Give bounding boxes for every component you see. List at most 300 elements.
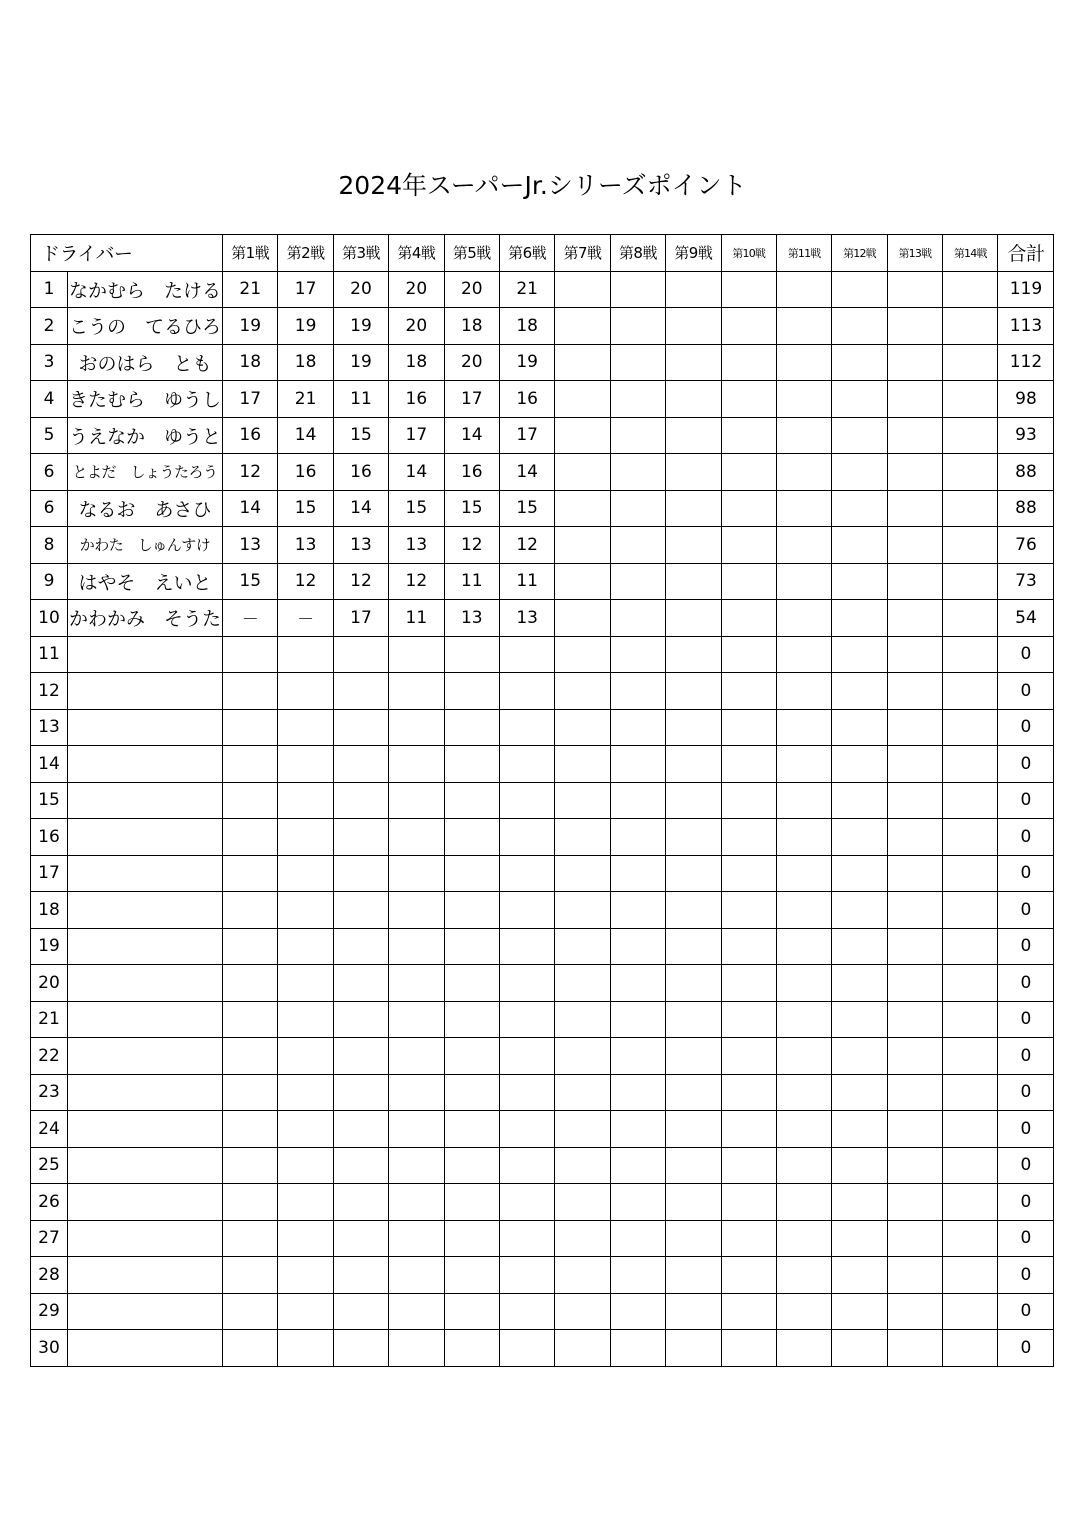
points-cell: 12 — [333, 563, 388, 600]
points-cell — [223, 892, 278, 929]
points-cell — [887, 381, 942, 418]
rank-cell: 18 — [31, 892, 68, 929]
table-row — [31, 454, 1054, 491]
points-cell — [333, 1147, 388, 1184]
points-cell — [333, 1184, 388, 1221]
header-round-12: 第12戦 — [832, 235, 887, 272]
table-row — [31, 1147, 1054, 1184]
points-cell — [499, 1184, 554, 1221]
points-cell — [832, 709, 887, 746]
points-cell — [555, 1001, 610, 1038]
points-cell — [610, 381, 665, 418]
points-cell — [499, 1001, 554, 1038]
rank-cell: 29 — [31, 1293, 68, 1330]
points-cell — [499, 1257, 554, 1294]
total-cell: 0 — [998, 1111, 1054, 1148]
points-cell — [721, 1147, 776, 1184]
points-cell — [721, 709, 776, 746]
table-row — [31, 271, 1054, 308]
points-cell — [832, 563, 887, 600]
points-cell: 11 — [333, 381, 388, 418]
points-cell — [278, 892, 333, 929]
points-cell — [721, 636, 776, 673]
table-row — [31, 600, 1054, 637]
points-cell — [887, 1257, 942, 1294]
points-cell — [776, 527, 831, 564]
total-cell: 0 — [998, 1001, 1054, 1038]
points-cell: 13 — [333, 527, 388, 564]
points-cell — [887, 636, 942, 673]
points-cell — [389, 1038, 444, 1075]
points-cell — [666, 1330, 721, 1367]
total-cell: 0 — [998, 1184, 1054, 1221]
points-cell — [389, 1147, 444, 1184]
points-cell — [555, 381, 610, 418]
points-cell — [887, 1220, 942, 1257]
points-cell — [278, 746, 333, 783]
points-cell — [333, 1293, 388, 1330]
points-cell: 14 — [223, 490, 278, 527]
points-cell — [278, 1001, 333, 1038]
points-cell — [389, 1111, 444, 1148]
points-cell — [721, 746, 776, 783]
total-cell: 0 — [998, 1330, 1054, 1367]
points-cell — [389, 673, 444, 710]
points-cell — [666, 600, 721, 637]
points-cell — [721, 417, 776, 454]
points-cell — [666, 490, 721, 527]
points-cell — [499, 746, 554, 783]
points-cell — [887, 417, 942, 454]
points-cell — [278, 1111, 333, 1148]
points-cell — [832, 1038, 887, 1075]
table-row — [31, 673, 1054, 710]
points-cell — [223, 819, 278, 856]
header-round-10: 第10戦 — [721, 235, 776, 272]
header-row — [31, 235, 1054, 272]
points-cell — [444, 636, 499, 673]
points-cell — [887, 673, 942, 710]
points-cell — [278, 1147, 333, 1184]
points-cell — [333, 1220, 388, 1257]
total-cell: 0 — [998, 1074, 1054, 1111]
header-round-8: 第8戦 — [610, 235, 665, 272]
total-cell: 0 — [998, 673, 1054, 710]
header-round-2: 第2戦 — [278, 235, 333, 272]
points-cell — [666, 1001, 721, 1038]
points-cell — [610, 1330, 665, 1367]
points-cell — [943, 271, 998, 308]
points-cell — [389, 928, 444, 965]
points-cell — [555, 965, 610, 1002]
points-cell — [776, 892, 831, 929]
points-cell: 20 — [389, 271, 444, 308]
points-cell — [832, 892, 887, 929]
points-cell — [776, 563, 831, 600]
points-cell — [666, 709, 721, 746]
driver-name-cell — [68, 965, 223, 1002]
rank-cell: 24 — [31, 1111, 68, 1148]
points-cell — [887, 709, 942, 746]
points-cell — [887, 965, 942, 1002]
header-round-5: 第5戦 — [444, 235, 499, 272]
points-cell: 16 — [499, 381, 554, 418]
table-row — [31, 1038, 1054, 1075]
points-cell — [943, 1220, 998, 1257]
driver-name-cell: なかむら たける — [68, 271, 223, 308]
points-cell — [333, 1111, 388, 1148]
points-cell — [776, 417, 831, 454]
header-round-14: 第14戦 — [943, 235, 998, 272]
points-cell — [776, 673, 831, 710]
points-cell — [555, 490, 610, 527]
points-cell — [223, 855, 278, 892]
points-cell — [555, 1220, 610, 1257]
points-cell — [887, 1074, 942, 1111]
points-cell — [943, 1257, 998, 1294]
points-cell — [389, 819, 444, 856]
points-cell — [832, 1074, 887, 1111]
table-row — [31, 417, 1054, 454]
points-cell — [832, 746, 887, 783]
points-cell — [887, 308, 942, 345]
points-cell — [721, 819, 776, 856]
points-cell — [943, 417, 998, 454]
points-cell — [223, 1038, 278, 1075]
points-cell — [721, 1220, 776, 1257]
points-cell — [555, 782, 610, 819]
points-cell: 21 — [223, 271, 278, 308]
points-cell — [666, 928, 721, 965]
points-cell — [610, 417, 665, 454]
points-cell — [721, 1111, 776, 1148]
points-cell — [278, 928, 333, 965]
points-cell: 15 — [333, 417, 388, 454]
points-cell — [721, 344, 776, 381]
points-cell — [666, 381, 721, 418]
driver-name-cell: かわた しゅんすけ — [68, 527, 223, 564]
points-cell — [776, 819, 831, 856]
points-cell — [223, 746, 278, 783]
points-cell — [666, 1038, 721, 1075]
table-row — [31, 1293, 1054, 1330]
total-cell: 54 — [998, 600, 1054, 637]
points-cell — [610, 746, 665, 783]
rank-cell: 30 — [31, 1330, 68, 1367]
points-cell — [776, 965, 831, 1002]
points-cell — [943, 527, 998, 564]
points-cell — [943, 344, 998, 381]
points-cell — [555, 892, 610, 929]
table-row — [31, 636, 1054, 673]
points-cell — [610, 1257, 665, 1294]
points-cell — [610, 600, 665, 637]
points-cell: 19 — [223, 308, 278, 345]
points-cell — [610, 308, 665, 345]
points-cell: 14 — [278, 417, 333, 454]
points-cell — [721, 381, 776, 418]
rank-cell: 10 — [31, 600, 68, 637]
points-cell: 20 — [333, 271, 388, 308]
points-cell — [887, 1001, 942, 1038]
points-cell — [887, 271, 942, 308]
points-cell — [333, 746, 388, 783]
total-cell: 0 — [998, 1293, 1054, 1330]
points-cell — [499, 1111, 554, 1148]
table-row — [31, 1184, 1054, 1221]
driver-name-cell — [68, 1111, 223, 1148]
rank-cell: 28 — [31, 1257, 68, 1294]
points-cell — [610, 965, 665, 1002]
points-cell — [887, 563, 942, 600]
points-cell — [943, 381, 998, 418]
points-cell: 19 — [333, 308, 388, 345]
total-cell: 88 — [998, 490, 1054, 527]
driver-name-cell: うえなか ゆうと — [68, 417, 223, 454]
points-cell — [776, 1111, 831, 1148]
table-row — [31, 819, 1054, 856]
total-cell: 0 — [998, 636, 1054, 673]
points-cell — [555, 563, 610, 600]
points-cell — [721, 1293, 776, 1330]
points-cell: 15 — [389, 490, 444, 527]
header-round-13: 第13戦 — [887, 235, 942, 272]
points-cell — [499, 1330, 554, 1367]
points-cell — [223, 1220, 278, 1257]
rank-cell: 9 — [31, 563, 68, 600]
points-cell — [555, 1330, 610, 1367]
points-cell — [223, 1257, 278, 1294]
points-cell: 17 — [333, 600, 388, 637]
points-cell — [943, 490, 998, 527]
points-cell — [666, 344, 721, 381]
total-cell: 88 — [998, 454, 1054, 491]
points-cell — [666, 965, 721, 1002]
points-cell — [887, 746, 942, 783]
points-cell — [278, 819, 333, 856]
points-cell: 13 — [389, 527, 444, 564]
table-row — [31, 746, 1054, 783]
points-cell — [776, 490, 831, 527]
points-cell — [555, 1257, 610, 1294]
points-cell — [223, 782, 278, 819]
points-cell — [887, 855, 942, 892]
points-cell — [887, 1184, 942, 1221]
points-cell — [666, 673, 721, 710]
points-cell — [444, 1293, 499, 1330]
rank-cell: 13 — [31, 709, 68, 746]
points-cell — [832, 454, 887, 491]
driver-name-cell — [68, 1220, 223, 1257]
points-cell — [666, 636, 721, 673]
rank-cell: 26 — [31, 1184, 68, 1221]
points-cell — [666, 782, 721, 819]
points-cell — [610, 344, 665, 381]
points-cell — [333, 965, 388, 1002]
driver-name-cell — [68, 1330, 223, 1367]
points-cell — [832, 673, 887, 710]
points-cell — [555, 709, 610, 746]
points-cell — [721, 490, 776, 527]
points-cell — [389, 892, 444, 929]
points-cell — [776, 1293, 831, 1330]
header-round-7: 第7戦 — [555, 235, 610, 272]
points-cell — [776, 1220, 831, 1257]
points-cell — [610, 527, 665, 564]
points-cell — [943, 1147, 998, 1184]
points-cell — [610, 1184, 665, 1221]
points-cell — [721, 965, 776, 1002]
points-cell: 20 — [389, 308, 444, 345]
total-cell: 0 — [998, 892, 1054, 929]
points-cell — [721, 308, 776, 345]
points-cell — [887, 490, 942, 527]
points-cell — [555, 636, 610, 673]
points-cell — [776, 381, 831, 418]
points-cell — [389, 746, 444, 783]
points-cell — [776, 1147, 831, 1184]
points-cell — [943, 892, 998, 929]
points-cell — [721, 1001, 776, 1038]
driver-name-cell — [68, 1147, 223, 1184]
driver-name-cell — [68, 1293, 223, 1330]
points-cell — [721, 271, 776, 308]
rank-cell: 23 — [31, 1074, 68, 1111]
points-cell — [666, 1293, 721, 1330]
table-row — [31, 892, 1054, 929]
points-cell — [389, 1330, 444, 1367]
points-cell: 21 — [499, 271, 554, 308]
points-cell: 14 — [499, 454, 554, 491]
points-cell — [333, 928, 388, 965]
header-round-4: 第4戦 — [389, 235, 444, 272]
points-cell — [278, 1184, 333, 1221]
rank-cell: 1 — [31, 271, 68, 308]
points-cell — [943, 782, 998, 819]
points-cell — [721, 928, 776, 965]
points-cell — [832, 1293, 887, 1330]
points-cell — [389, 965, 444, 1002]
points-cell — [499, 1074, 554, 1111]
points-cell — [555, 1184, 610, 1221]
points-cell — [610, 673, 665, 710]
driver-name-cell — [68, 855, 223, 892]
table-row — [31, 490, 1054, 527]
points-cell: 18 — [278, 344, 333, 381]
points-cell — [499, 782, 554, 819]
points-cell — [943, 600, 998, 637]
points-cell — [278, 855, 333, 892]
points-cell — [444, 928, 499, 965]
points-cell — [333, 1257, 388, 1294]
points-cell — [389, 1184, 444, 1221]
table-row — [31, 1330, 1054, 1367]
points-cell — [389, 1074, 444, 1111]
points-cell — [832, 381, 887, 418]
points-cell — [223, 928, 278, 965]
points-cell — [943, 563, 998, 600]
points-cell — [776, 1001, 831, 1038]
points-cell — [610, 1111, 665, 1148]
rank-cell: 15 — [31, 782, 68, 819]
points-cell — [721, 892, 776, 929]
points-cell — [555, 527, 610, 564]
points-cell — [333, 855, 388, 892]
rank-cell: 6 — [31, 454, 68, 491]
points-cell: 19 — [499, 344, 554, 381]
total-cell: 0 — [998, 709, 1054, 746]
points-cell — [666, 1111, 721, 1148]
total-cell: 98 — [998, 381, 1054, 418]
points-cell — [333, 673, 388, 710]
points-cell — [278, 782, 333, 819]
points-cell — [666, 308, 721, 345]
points-cell — [610, 1220, 665, 1257]
points-cell: 15 — [499, 490, 554, 527]
points-cell — [832, 490, 887, 527]
points-cell — [389, 1001, 444, 1038]
points-cell — [610, 271, 665, 308]
points-cell — [444, 1111, 499, 1148]
table-row — [31, 965, 1054, 1002]
table-row — [31, 1111, 1054, 1148]
points-cell — [832, 308, 887, 345]
points-cell — [943, 673, 998, 710]
points-cell — [887, 1038, 942, 1075]
points-cell: 17 — [389, 417, 444, 454]
points-cell — [499, 1147, 554, 1184]
total-cell: 0 — [998, 855, 1054, 892]
points-cell — [610, 819, 665, 856]
points-cell — [444, 673, 499, 710]
points-cell — [666, 271, 721, 308]
header-round-6: 第6戦 — [499, 235, 554, 272]
rank-cell: 20 — [31, 965, 68, 1002]
points-cell — [776, 782, 831, 819]
points-cell — [278, 709, 333, 746]
points-cell: － — [223, 600, 278, 637]
points-cell — [555, 1038, 610, 1075]
points-cell — [499, 1220, 554, 1257]
points-cell — [333, 782, 388, 819]
driver-name-cell — [68, 1074, 223, 1111]
points-cell — [555, 1293, 610, 1330]
points-cell — [666, 1074, 721, 1111]
points-cell — [832, 965, 887, 1002]
rank-cell: 21 — [31, 1001, 68, 1038]
rank-cell: 5 — [31, 417, 68, 454]
points-cell — [887, 1147, 942, 1184]
points-cell — [887, 819, 942, 856]
points-cell — [499, 636, 554, 673]
points-cell — [555, 673, 610, 710]
points-cell — [721, 527, 776, 564]
driver-name-cell — [68, 819, 223, 856]
points-cell — [610, 892, 665, 929]
points-cell: 14 — [444, 417, 499, 454]
points-cell — [887, 454, 942, 491]
points-cell: 12 — [499, 527, 554, 564]
points-cell: 18 — [444, 308, 499, 345]
rank-cell: 17 — [31, 855, 68, 892]
points-cell — [721, 1074, 776, 1111]
points-cell: 16 — [278, 454, 333, 491]
table-row — [31, 782, 1054, 819]
table-row — [31, 308, 1054, 345]
points-cell — [389, 709, 444, 746]
points-cell: 15 — [278, 490, 333, 527]
total-cell: 112 — [998, 344, 1054, 381]
